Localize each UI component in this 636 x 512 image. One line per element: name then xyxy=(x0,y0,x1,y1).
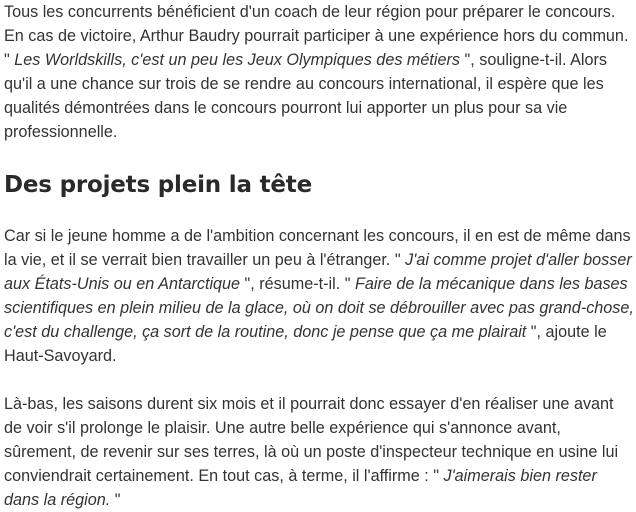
paragraph-text: Là-bas, les saisons durent six mois et il pourrait donc essayer d'en réaliser une avant de voir s'il prolonge le plaisir. Une autre belle expérience qui s'annonce avant, sûrement, de revenir sur ses terres, là où un poste d'inspecteur technique en usine lui conviendrait certainement. En tout cas, à terme, il l'affirme : " xyxy=(4,395,619,485)
section-heading: Des projets plein la tête xyxy=(4,172,312,198)
paragraph-text: Tous les concurrents bénéficient d'un coach de leur région pour préparer le concours. En cas de victoire, Arthur Baudry pourrait participer à une expérience hors du commun. " xyxy=(4,3,629,69)
paragraph-text: Car si le jeune homme a de l'ambition concernant les concours, il en est de même dans la vie, et il se verrait bien travailler un peu à l'étranger. " xyxy=(4,227,631,269)
quote-mechanics: Faire de la mécanique dans les bases scientifiques en plein milieu de la glace, où on doit se débrouiller avec pas grand-chose, c'est du challenge, ça sort de la routine, donc je pense que ça me plairait xyxy=(4,275,634,341)
paragraph-intro xyxy=(4,0,634,144)
paragraph-projects xyxy=(4,224,634,368)
paragraph-text: " xyxy=(110,491,121,509)
quote-region: J'aimerais bien rester dans la région. xyxy=(4,467,597,509)
paragraph-text: ", ajoute le Haut-Savoyard. xyxy=(4,323,607,365)
paragraph-text: ", souligne-t-il. Alors qu'il a une chance sur trois de se rendre au concours international, il espère que les qualités démontrées dans le concours pourront lui apporter un plus pour sa vie professionnelle. xyxy=(4,51,607,141)
paragraph-future xyxy=(4,392,634,512)
quote-abroad: J'ai comme projet d'aller bosser aux États-Unis ou en Antarctique xyxy=(4,251,632,293)
paragraph-text: ", résume-t-il. " xyxy=(240,275,355,293)
quote-worldskills: Les Worldskills, c'est un peu les Jeux Olympiques des métiers xyxy=(14,51,460,69)
